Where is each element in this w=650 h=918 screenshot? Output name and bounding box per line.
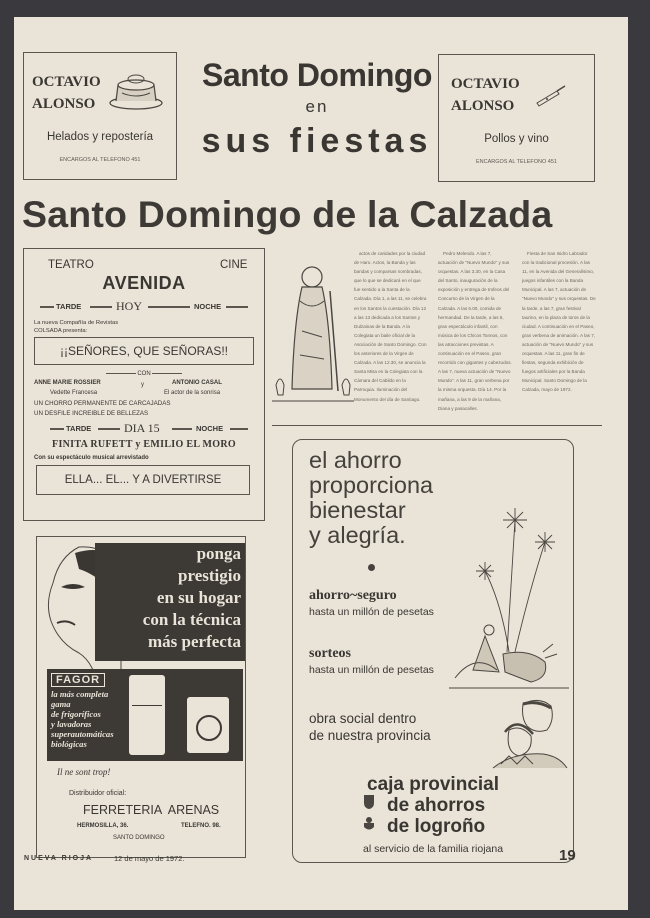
article-divider bbox=[272, 425, 602, 426]
article-text: Fiesta de San Isidro Labrador con la tradicional procesión. A las 11, en la Avenida del Generalísimo, juegos infantiles con la Banda Municipal. A las 7, actuación de "Nuevo Mundo" y sus orquestas. De la tarde, a las 7, gran festival taurino, en la plaza de toros de la ciudad. A continuación en el Paseo, gran verbena de animación. A las 7, actuación de "Nuevo Mundo" y sus orquestas. A las 11, gran fin de fiestas, segunda exhibición de fuegos artificiales por la Banda Municipal. Santo Domingo de la Calzada, mayo de 1972. bbox=[522, 251, 596, 393]
show-2-box bbox=[36, 465, 250, 495]
noche-label: NOCHE bbox=[196, 424, 224, 433]
and-label: y bbox=[141, 382, 144, 388]
article-text: actos de caridades por la ciudad de Haro. Actos, la Banda y las bandas y comparsas nombradas, que lo que se dedicará en el que fue sentido a la Santa de la Calzada. Día 1, a las 11, se celebra en los Santos la cuestación. Día 12 a las 13 dedicada a los Santos y Dulzainas de la Banda. A la Colegiata un baile oficial de la Asociación de Santo Domingo. Con los anteriores de la Virgen de Calzada. A las 12.30, se anuncia la Santa Misa en la Colegiata con la Cámara del Cabildo en la Parroquia. Iluminación del Monumento del día de Santiago. bbox=[354, 251, 427, 402]
dia-label: DIA 15 bbox=[124, 421, 160, 435]
show-title: ¡¡SEÑORES, QUE SEÑORAS!! bbox=[59, 344, 229, 358]
cake-illustration bbox=[108, 69, 164, 111]
ad-product: Helados y repostería bbox=[46, 131, 154, 143]
coat-of-arms-icon bbox=[363, 794, 375, 810]
schedule-row bbox=[40, 300, 248, 314]
ad-brand: OCTAVIO ALONSO bbox=[32, 74, 101, 112]
ad-product: Pollos y vino bbox=[484, 133, 549, 145]
actor-1: ANNE MARIE ROSSIER bbox=[34, 380, 101, 386]
teatro-label: TEATRO bbox=[48, 259, 94, 271]
washing-machine-illustration bbox=[187, 697, 229, 753]
article-column-2 bbox=[438, 249, 512, 421]
cine-label: CINE bbox=[220, 259, 248, 271]
saint-figure-illustration bbox=[272, 261, 354, 409]
tarde-label: TARDE bbox=[56, 302, 82, 311]
santo-domingo-fiestas-banner bbox=[182, 55, 452, 180]
theatre-name: AVENIDA bbox=[102, 273, 186, 293]
footer-paper-name: NUEVA RIOJA bbox=[24, 855, 94, 862]
actor-2: ANTONIO CASAL bbox=[172, 380, 222, 386]
feature-1-sub: hasta un millón de pesetas bbox=[309, 606, 434, 618]
feature-2-sub: hasta un millón de pesetas bbox=[309, 664, 434, 676]
bank-slogan: el ahorro proporciona bienestar y alegría. bbox=[309, 447, 434, 548]
banner-line-3: sus fiestas bbox=[201, 122, 433, 160]
bank-name-3: de logroño bbox=[387, 816, 486, 837]
banner-line-1: Santo Domingo bbox=[202, 57, 432, 93]
article-column-3 bbox=[522, 249, 596, 419]
ad-octavio-pollos bbox=[438, 54, 595, 182]
con-label: CON bbox=[24, 371, 264, 377]
with-show: Con su espectáculo musical arrevistado bbox=[34, 455, 149, 461]
couple-illustration bbox=[489, 696, 569, 774]
fagor-headline: ponga prestigio en su hogar con la técnica más perfecta bbox=[95, 543, 245, 661]
ad-octavio-helados bbox=[23, 52, 177, 180]
store-phone: TELEFNO. 98. bbox=[181, 823, 221, 829]
bank-footer: al servicio de la familia riojana bbox=[363, 843, 504, 855]
bullet-dot bbox=[368, 564, 375, 571]
tarde-label: TARDE bbox=[66, 424, 92, 433]
signature: Il ne sont trop! bbox=[57, 767, 111, 777]
store-address: HERMOSILLA, 36. bbox=[77, 823, 129, 829]
ad-phone: ENCARGOS AL TELEFONO 451 bbox=[59, 157, 141, 163]
actor-2-sub: El actor de la sonrisa bbox=[164, 390, 221, 396]
bank-name-1: caja provincial bbox=[367, 774, 500, 795]
tagline-a: UN CHORRO PERMANENTE DE CARCAJADAS bbox=[34, 400, 171, 407]
actor-1-sub: Vedette Francesa bbox=[50, 390, 98, 396]
ad-phone: ENCARGOS AL TELEFONO 451 bbox=[475, 159, 557, 165]
store-city: SANTO DOMINGO bbox=[113, 835, 165, 841]
caja-provincial-ad bbox=[292, 439, 574, 863]
hoy-label: HOY bbox=[116, 299, 142, 313]
stars-line: FINITA RUFETT y EMILIO EL MORO bbox=[52, 439, 236, 450]
fagor-brand-logo: FAGOR bbox=[51, 673, 105, 687]
show-2-title: ELLA... EL... Y A DIVERTIRSE bbox=[64, 474, 222, 486]
coat-of-arms-icon-2 bbox=[363, 816, 375, 832]
schedule-row-2 bbox=[40, 422, 248, 436]
banner-line-2: en bbox=[305, 97, 329, 116]
bottle-illustration bbox=[535, 83, 571, 109]
article-column-1 bbox=[354, 249, 428, 419]
page-number: 19 bbox=[559, 847, 576, 864]
obra-social-text: obra social dentro de nuestra provincia bbox=[309, 711, 431, 743]
feature-2-title: sorteos bbox=[309, 646, 351, 661]
page-headline: Santo Domingo de la Calzada bbox=[22, 193, 553, 235]
theatre-avenida-ad bbox=[23, 248, 265, 521]
newspaper-page bbox=[14, 17, 628, 910]
feature-1-title: ahorro~seguro bbox=[309, 588, 397, 603]
fagor-ferreteria-ad bbox=[36, 536, 246, 858]
refrigerator-illustration bbox=[129, 675, 165, 755]
ad-brand: OCTAVIO ALONSO bbox=[451, 76, 520, 114]
fagor-tagline: la más completa gama de frigoríficos y lavadoras superautomáticas biológicas bbox=[51, 689, 114, 749]
noche-label: NOCHE bbox=[194, 302, 222, 311]
tagline-b: UN DESFILE INCREIBLE DE BELLEZAS bbox=[34, 410, 149, 417]
article-text: Pedro Melendo. A las 7, actuación de "Nuevo Mundo" y sus orquestas. A las 3.30, en la Casa del Santo, inauguración de la exposición y entrega de trofeos del Concurso de la Virgen de la Calzada. A las 6.00, comida de hermandad. De la tarde, a las 6, gran espectáculo infantil, con música de los Chicos Tonnos, con las atracciones previstas. A continuación en el Paseo, gran recorrido con gigantes y cabezudos. A las 7, nueva actuación de "Nuevo Mundo". A las 11, gran verbena por la misma orquesta. Día 14. Por la mañana, a las 9 de la mañana, Diana y pasacalles. bbox=[438, 251, 512, 411]
footer-date: 12 de mayo de 1972. bbox=[114, 854, 185, 863]
company-text: La nueva Compañía de Revistas COLSADA presenta: bbox=[34, 320, 119, 334]
distributor-label: Distribuidor oficial: bbox=[69, 790, 127, 797]
store-name: FERRETERIA ARENAS bbox=[83, 803, 220, 817]
fireworks-toreador-illustration bbox=[445, 502, 571, 702]
bank-name-2: de ahorros bbox=[387, 795, 486, 816]
show-title-box bbox=[34, 337, 254, 365]
